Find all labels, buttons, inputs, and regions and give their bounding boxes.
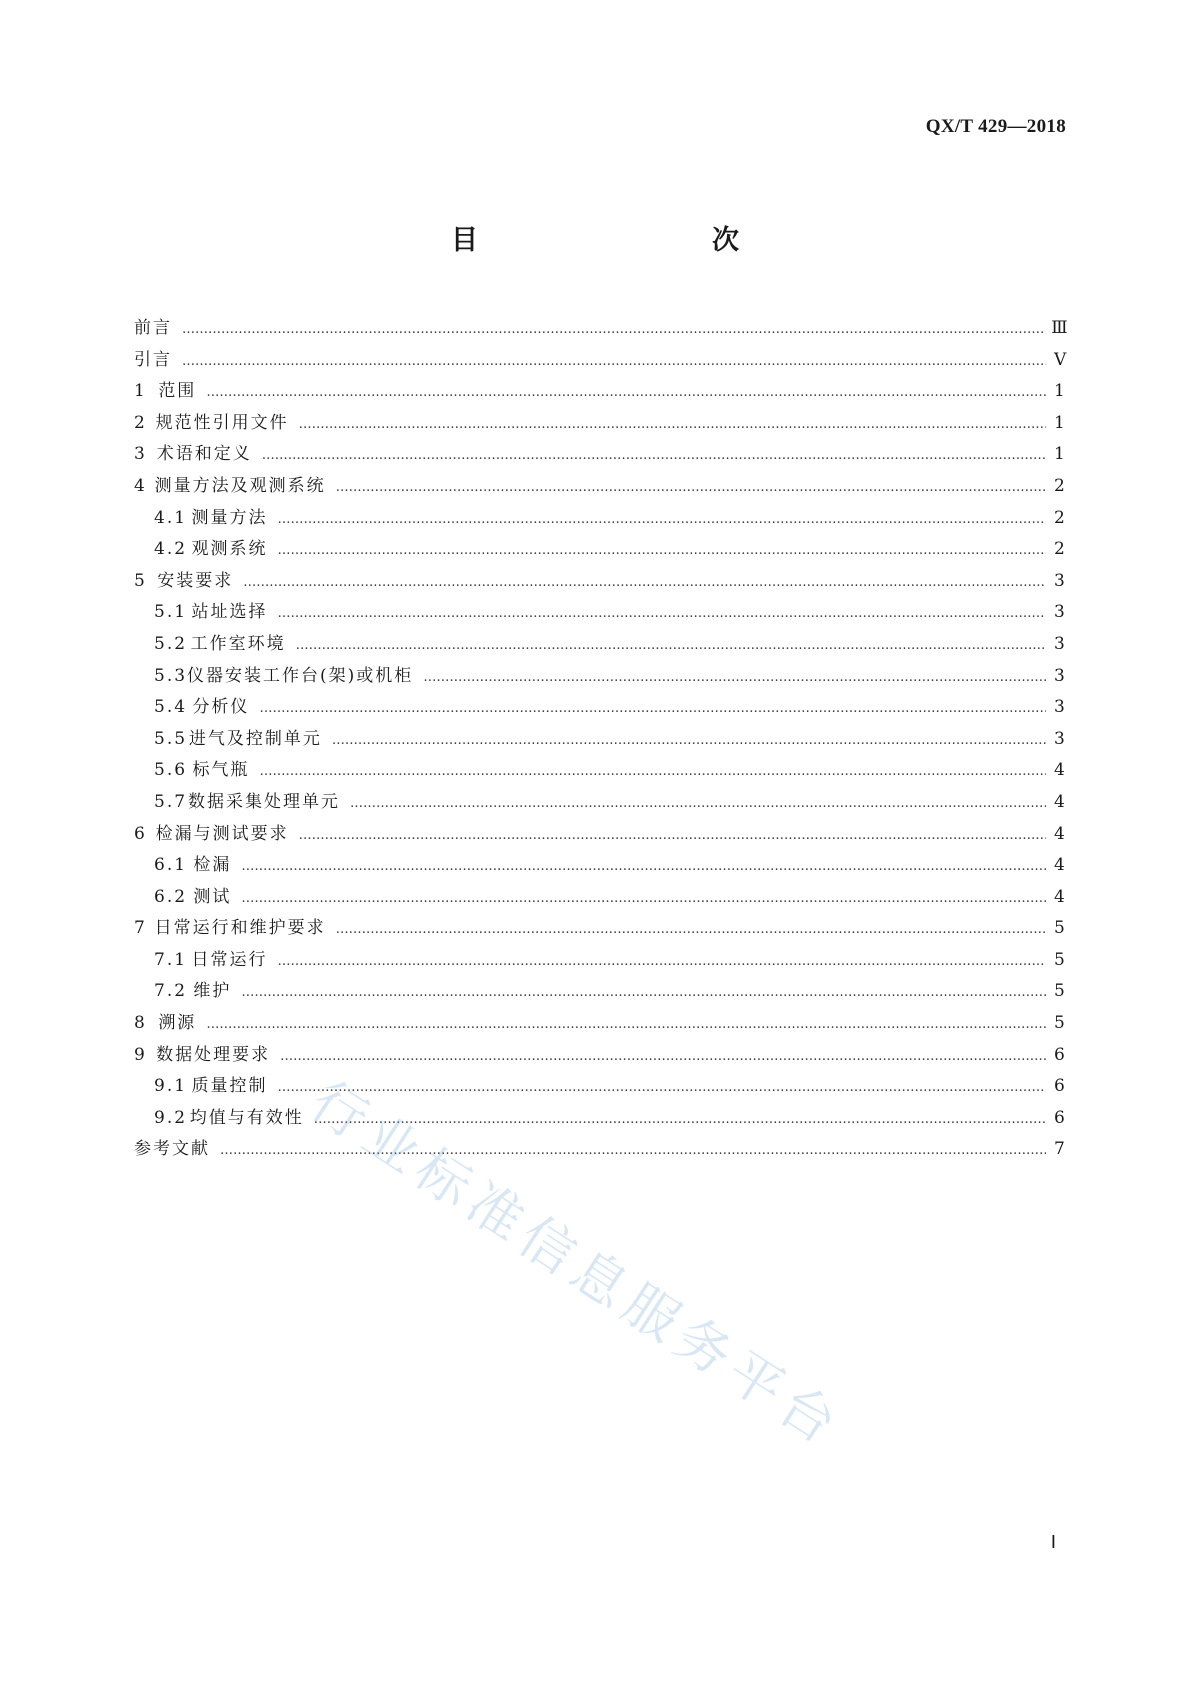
toc-entry[interactable] [134, 1008, 1064, 1040]
toc-leader-dots [299, 417, 1046, 432]
toc-entry[interactable] [134, 313, 1068, 345]
table-of-contents [134, 313, 1068, 1166]
toc-entry-page: 6 [1054, 1076, 1065, 1097]
toc-entry-label: 参考文献 [134, 1139, 210, 1160]
toc-entry[interactable] [134, 882, 1064, 914]
toc-entry-number: 6.2 [154, 886, 188, 907]
toc-entry[interactable] [134, 1103, 1064, 1135]
toc-leader-dots [350, 796, 1046, 811]
toc-leader-dots [262, 448, 1046, 463]
toc-leader-dots [182, 354, 1046, 369]
toc-entry-page: 1 [1054, 444, 1065, 465]
toc-leader-dots [182, 322, 1043, 337]
toc-leader-dots [206, 385, 1046, 400]
toc-entry-label: 工作室环境 [190, 633, 286, 654]
toc-leader-dots [278, 1080, 1046, 1095]
toc-entry-page: 5 [1054, 918, 1065, 939]
toc-entry-page: 1 [1054, 381, 1065, 402]
toc-leader-dots [332, 733, 1046, 748]
toc-entry-number: 9 [134, 1044, 147, 1065]
toc-entry-number: 5.3 [154, 665, 188, 686]
toc-entry-page: 5 [1054, 981, 1065, 1002]
toc-entry[interactable] [134, 1071, 1064, 1103]
standard-code: QX/T 429—2018 [925, 116, 1066, 137]
toc-entry[interactable] [134, 692, 1064, 724]
toc-leader-dots [220, 1143, 1046, 1158]
toc-entry-number: 6 [134, 823, 147, 844]
toc-leader-dots [336, 922, 1046, 937]
toc-leader-dots [206, 1017, 1046, 1032]
toc-entry-number: 2 [134, 412, 147, 433]
page-title: 目 次 [451, 225, 799, 256]
toc-entry-label: 安装要求 [157, 570, 234, 591]
toc-entry-page: 3 [1054, 602, 1065, 623]
toc-entry-page: Ⅴ [1054, 349, 1067, 370]
toc-entry-number: 5.7 [154, 791, 188, 812]
toc-entry-label: 规范性引用文件 [155, 412, 289, 433]
toc-leader-dots [278, 954, 1046, 969]
toc-entry[interactable] [134, 976, 1064, 1008]
toc-entry-number: 5.1 [154, 602, 188, 623]
toc-entry-page: 4 [1054, 886, 1065, 907]
toc-entry-label: 前言 [134, 318, 172, 338]
toc-entry-number: 7.2 [154, 981, 188, 1002]
toc-leader-dots [278, 543, 1046, 558]
toc-leader-dots [296, 638, 1046, 653]
toc-entry[interactable] [134, 850, 1064, 882]
toc-leader-dots [243, 575, 1046, 590]
toc-entry-page: 4 [1054, 791, 1065, 812]
toc-entry-label: 分析仪 [192, 697, 250, 718]
toc-leader-dots [278, 606, 1046, 621]
toc-entry-label: 测量方法 [191, 507, 268, 528]
toc-entry[interactable] [134, 503, 1064, 535]
page-number: Ⅰ [1050, 1532, 1056, 1552]
toc-entry[interactable] [134, 945, 1064, 977]
toc-entry-page: 5 [1054, 1013, 1065, 1034]
toc-entry-label: 术语和定义 [156, 444, 252, 465]
toc-entry-label: 标气瓶 [192, 760, 250, 781]
toc-entry[interactable] [134, 661, 1064, 693]
toc-entry-label: 范围 [158, 381, 197, 402]
toc-entry-number: 7 [134, 918, 147, 939]
toc-entry-number: 8 [134, 1013, 147, 1034]
toc-entry-page: 7 [1054, 1139, 1065, 1160]
toc-entry-page: 4 [1054, 760, 1065, 781]
toc-entry-label: 检漏 [193, 855, 232, 876]
toc-entry-number: 4.1 [154, 507, 188, 528]
toc-entry-page: 3 [1054, 570, 1065, 591]
toc-entry-number: 5.4 [154, 697, 188, 718]
toc-entry-page: 3 [1054, 728, 1065, 749]
toc-entry[interactable] [134, 629, 1064, 661]
toc-entry-label: 仪器安装工作台(架)或机柜 [187, 665, 414, 686]
toc-entry-number: 4.2 [154, 539, 188, 560]
toc-entry-number: 5 [134, 570, 147, 591]
toc-entry-label: 日常运行和维护要求 [154, 918, 326, 939]
toc-leader-dots [336, 480, 1046, 495]
watermark: 行业标准信息服务平台 [299, 1069, 854, 1460]
toc-entry-page: 5 [1054, 949, 1065, 970]
toc-entry-page: 2 [1054, 539, 1065, 560]
toc-entry[interactable] [134, 724, 1064, 756]
toc-entry-number: 9.1 [154, 1076, 188, 1097]
toc-entry[interactable] [134, 566, 1064, 598]
toc-entry-page: 2 [1054, 475, 1065, 496]
toc-entry-page: 1 [1054, 412, 1065, 433]
toc-entry[interactable] [134, 408, 1064, 440]
toc-entry-label: 溯源 [158, 1013, 197, 1034]
toc-entry-number: 5.5 [154, 728, 188, 749]
toc-entry-label: 维护 [193, 981, 232, 1002]
toc-entry-page: 4 [1054, 855, 1065, 876]
toc-entry-number: 9.2 [154, 1107, 188, 1128]
toc-entry-label: 观测系统 [191, 539, 268, 560]
toc-entry[interactable] [134, 819, 1064, 851]
toc-entry-number: 1 [134, 381, 147, 402]
toc-leader-dots [314, 1112, 1046, 1127]
toc-entry-page: 3 [1054, 665, 1065, 686]
toc-leader-dots [278, 512, 1046, 527]
toc-entry-page: 6 [1054, 1107, 1065, 1128]
toc-entry[interactable] [134, 345, 1067, 377]
toc-entry-page: 3 [1054, 697, 1065, 718]
toc-entry[interactable] [134, 471, 1064, 503]
toc-entry[interactable] [134, 1040, 1064, 1072]
toc-entry[interactable] [134, 913, 1064, 945]
toc-entry-label: 数据采集处理单元 [188, 791, 341, 812]
toc-leader-dots [280, 1049, 1046, 1064]
toc-entry[interactable] [134, 787, 1064, 819]
toc-leader-dots [423, 670, 1046, 685]
toc-entry[interactable] [134, 376, 1064, 408]
toc-entry[interactable] [134, 1134, 1064, 1166]
toc-entry-label: 测试 [193, 886, 232, 907]
toc-entry-label: 数据处理要求 [156, 1044, 271, 1065]
toc-entry[interactable] [134, 755, 1064, 787]
toc-entry-label: 日常运行 [191, 949, 268, 970]
toc-entry[interactable] [134, 439, 1064, 471]
toc-leader-dots [241, 985, 1046, 1000]
toc-leader-dots [259, 764, 1046, 779]
toc-entry-page: 2 [1054, 507, 1065, 528]
toc-entry-label: 引言 [134, 349, 172, 370]
toc-entry-label: 站址选择 [191, 602, 268, 623]
toc-entry-number: 6.1 [154, 855, 188, 876]
toc-entry-page: 6 [1054, 1044, 1065, 1065]
toc-entry-number: 3 [134, 444, 147, 465]
toc-entry-label: 均值与有效性 [189, 1107, 304, 1128]
toc-entry-number: 5.6 [154, 760, 188, 781]
toc-entry-label: 测量方法及观测系统 [154, 475, 326, 496]
toc-entry-number: 7.1 [154, 949, 188, 970]
toc-entry-label: 进气及控制单元 [188, 728, 322, 749]
toc-entry[interactable] [134, 534, 1064, 566]
toc-entry-number: 4 [134, 475, 147, 496]
toc-entry-page: 3 [1054, 633, 1065, 654]
toc-leader-dots [259, 701, 1046, 716]
toc-entry[interactable] [134, 597, 1064, 629]
toc-entry-number: 5.2 [154, 633, 188, 654]
toc-leader-dots [241, 859, 1046, 874]
toc-entry-label: 检漏与测试要求 [155, 823, 289, 844]
toc-entry-label: 质量控制 [191, 1076, 268, 1097]
toc-leader-dots [241, 891, 1046, 906]
toc-entry-page: Ⅲ [1051, 318, 1068, 338]
toc-entry-page: 4 [1054, 823, 1065, 844]
toc-leader-dots [299, 828, 1046, 843]
